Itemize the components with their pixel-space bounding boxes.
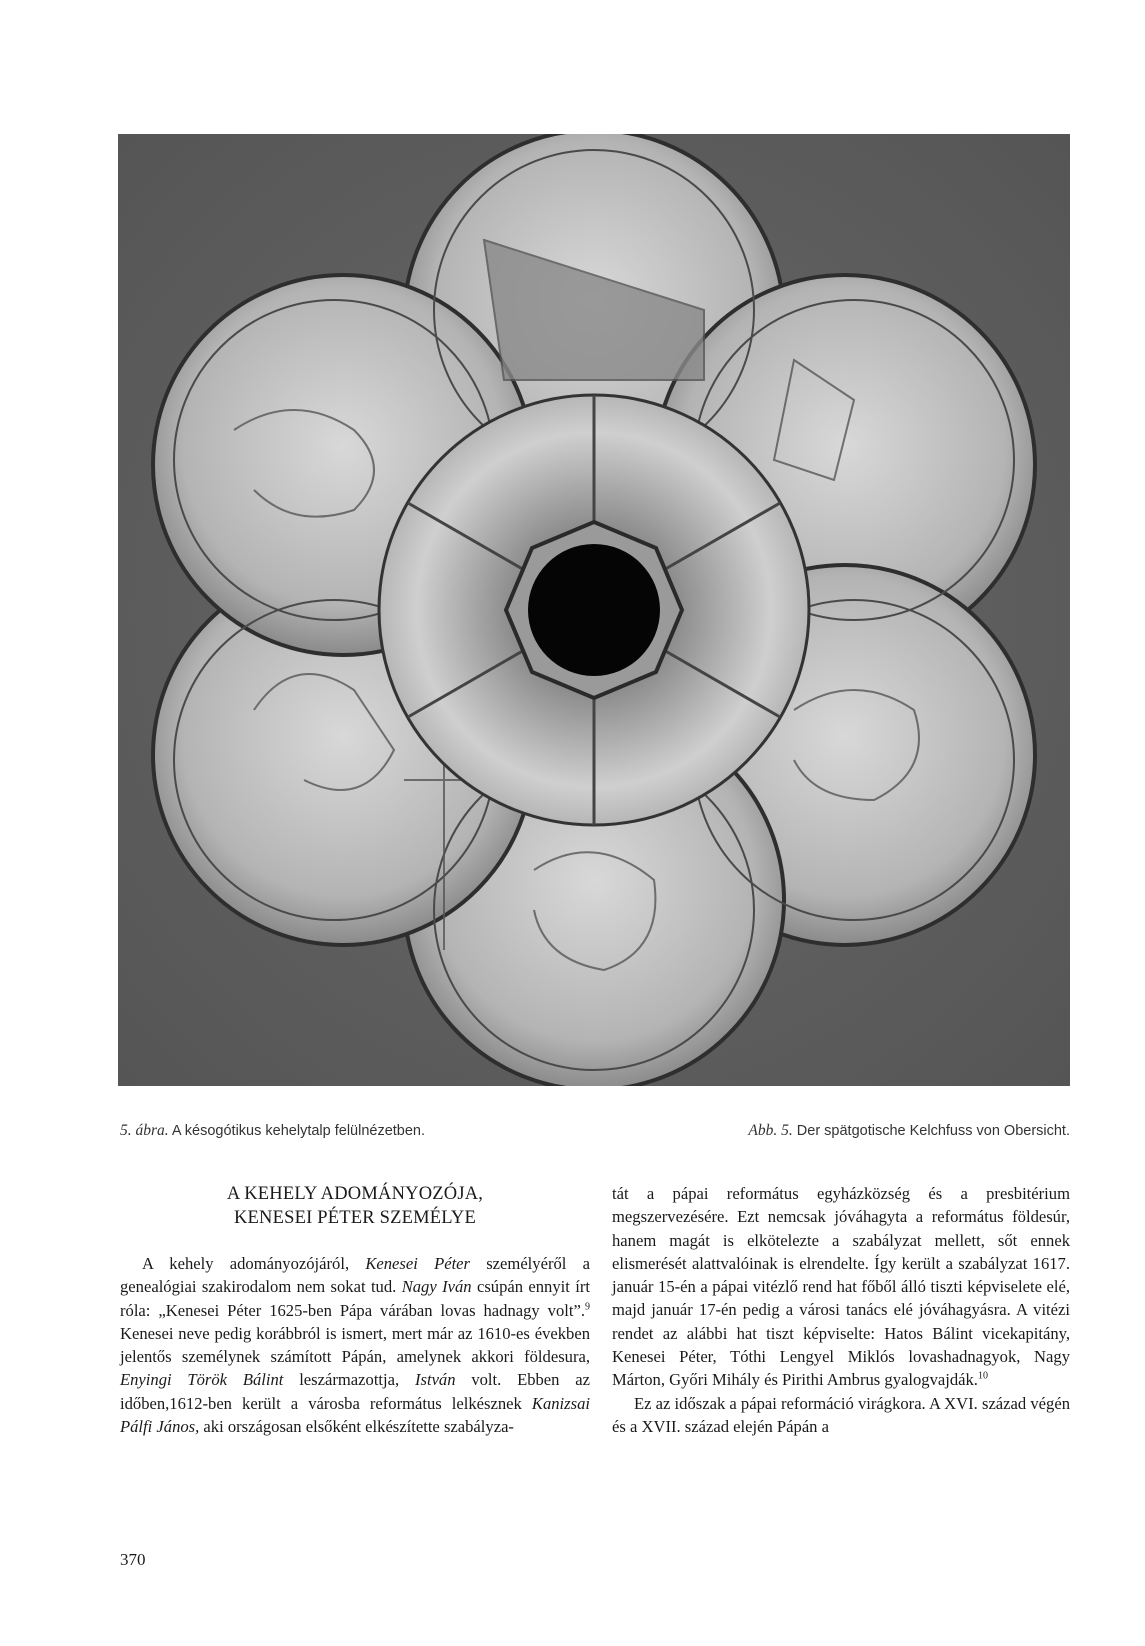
person-name: István: [414, 1370, 456, 1390]
section-heading-line-1: A KEHELY ADOMÁNYOZÓJA,: [226, 1184, 484, 1204]
text-run: személyéről a genealógiai szakirodalom nem sokat tud.: [120, 1254, 590, 1297]
person-name: Kenesei Péter: [365, 1254, 470, 1273]
text-run: csúpán ennyit írt róla: „Kenesei Péter 1625-ben Pápa várában lovas hadnagy volt”.: [120, 1277, 590, 1320]
page-number: 370: [120, 1550, 146, 1569]
figure-label-hu: 5. ábra.: [120, 1122, 169, 1139]
figure-label-de: Abb. 5.: [748, 1122, 793, 1139]
text-run: A kehely adományozójáról,: [142, 1254, 366, 1273]
left-column: [120, 1252, 590, 1438]
text-run: leszármazottja,: [283, 1370, 415, 1390]
figure-caption-de-text: Der spätgotische Kelchfuss von Obersicht.: [792, 1123, 1070, 1139]
section-heading-line-2: KENESEI PÉTER SZEMÉLYE: [233, 1208, 476, 1228]
person-name: Kanizsai Pálfi János,: [120, 1393, 590, 1437]
person-name: Nagy Iván: [401, 1277, 472, 1297]
text-run: volt. Ebben az időben,1612-ben került a városba református lelkésznek: [120, 1370, 590, 1413]
figure-caption-hu-text: A késogótikus kehelytalp felülnézetben.: [168, 1123, 426, 1139]
right-paragraph-2: Ez az időszak a pápai reformáció virágkora. A XVI. század végén és a XVII. század elején Pápán a: [612, 1393, 1070, 1436]
text-run: tát a pápai református egyházközség és a presbitérium megszervezésére. Ezt nemcsak jóváhagyta a református földesúr, hanem magát is elkötelezte a szabályzat mellett, sőt ennek elismerését alattvalóinak is elrendelte. Így került a szabályzat 1617. január 15-én a pápai vitézlő rend hat főből álló tiszti képviselete elé, majd január 17-én pedig a városi tanács elé jóváhagyásra. A vitézi rendet az alábbi hat tiszt képviselte: Hatos Bálint vicekapitány, Kenesei Péter, Tóthi Lengyel Miklós lovashadnagyok, Nagy Márton, Győri Mihály és Pirithi Ambrus gyalogvajdák.: [612, 1184, 1070, 1390]
chalice-foot-photo: [118, 134, 1070, 1086]
left-paragraph-1: [120, 1252, 590, 1438]
chalice-foot-illustration: [118, 134, 1070, 1086]
footnote-ref: 9: [585, 1301, 590, 1313]
section-heading: [120, 1182, 590, 1230]
text-run: aki országosan elsőként elkészítette szabályza-: [199, 1417, 514, 1437]
footnote-ref: 10: [977, 1370, 988, 1382]
right-paragraph-1: [612, 1182, 1070, 1392]
figure-caption-de: [748, 1122, 1070, 1140]
person-name: Enyingi Török Bálint: [120, 1370, 284, 1390]
text-run: Kenesei neve pedig korábbról is ismert, mert már az 1610-es években jelentős személynek számított Pápán, amelynek akkori földesura,: [120, 1323, 590, 1367]
figure-caption-hu: [120, 1122, 425, 1140]
right-column: [612, 1182, 1070, 1438]
